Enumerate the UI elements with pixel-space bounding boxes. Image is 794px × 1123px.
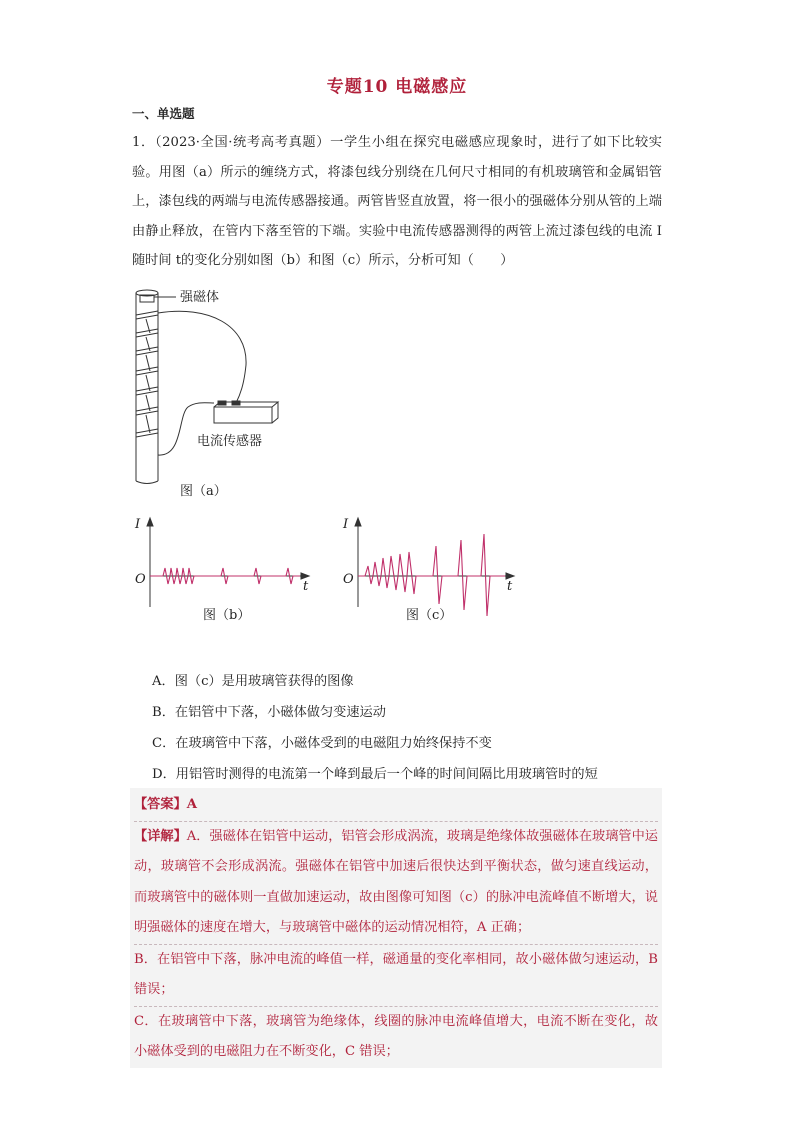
detail-a xyxy=(134,821,658,944)
option-b: B．在铝管中下落，小磁体做匀变速运动 xyxy=(152,705,386,720)
graph-b-origin: O xyxy=(135,572,146,587)
graph-c-caption: 图（c） xyxy=(406,608,453,623)
graph-c-origin: O xyxy=(343,572,354,587)
option-a: A．图（c）是用玻璃管获得的图像 xyxy=(152,674,354,689)
options-list xyxy=(152,666,672,790)
magnet-label: 强磁体 xyxy=(180,289,220,304)
graph-c-curve xyxy=(358,534,505,616)
figure-a-caption: 图（a） xyxy=(180,484,227,499)
section-heading: 一、单选题 xyxy=(132,106,195,121)
detail-c: C．在玻璃管中下落，玻璃管为绝缘体，线圈的脉冲电流峰值增大，电流不断在变化，故小磁体受到的电磁阻力在不断变化，C 错误； xyxy=(134,1006,658,1068)
answer-section xyxy=(130,788,662,1068)
graph-c-x-label: t xyxy=(507,579,513,594)
graph-b-caption: 图（b） xyxy=(203,608,251,623)
answer-line xyxy=(134,790,658,821)
option-c: C．在玻璃管中下落，小磁体受到的电磁阻力始终保持不变 xyxy=(152,736,492,751)
figure-a-diagram xyxy=(128,285,288,500)
sensor-label: 电流传感器 xyxy=(197,433,263,448)
option-d: D．用铝管时测得的电流第一个峰到最后一个峰的时间间隔比用玻璃管时的短 xyxy=(152,767,598,782)
detail-a-text: A．强磁体在铝管中运动，铝管会形成涡流，玻璃是绝缘体故强磁体在玻璃管中运动，玻璃管不会形成涡流。强磁体在铝管中加速后很快达到平衡状态，做匀速直线运动，而玻璃管中的磁体则一直做加速运动，故由图像可知图（c）的脉冲电流峰值不断增大，说明强磁体的速度在增大，与玻璃管中磁体的运动情况相符，A 正确； xyxy=(134,828,658,935)
graph-b-x-label: t xyxy=(303,579,309,594)
graph-b-curve xyxy=(150,568,300,584)
graphs-bc xyxy=(125,512,525,632)
answer-label: 【答案】 xyxy=(134,797,187,812)
page-title: 专题10 电磁感应 xyxy=(326,77,468,97)
graph-b-y-label: I xyxy=(135,517,141,532)
detail-label: 【详解】 xyxy=(134,828,187,844)
detail-b: B．在铝管中下落，脉冲电流的峰值一样，磁通量的变化率相同，故小磁体做匀速运动，B 错误； xyxy=(134,944,658,1006)
answer-value: A xyxy=(186,797,197,812)
question-text: 1．（2023·全国·统考高考真题）一学生小组在探究电磁感应现象时，进行了如下比较实验。用图（a）所示的缠绕方式，将漆包线分别绕在几何尺寸相同的有机玻璃管和金属铝管上，漆包线的两端与电流传感器接通。两管皆竖直放置，将一很小的强磁体分别从管的上端由静止释放，在管内下落至管的下端。实验中电流传感器测得的两管上流过漆包线的电流 I随时间 t的变化分别如图（b）和图（c）所示，分析可知（ ） xyxy=(132,135,662,268)
graph-c-y-label: I xyxy=(343,517,349,532)
